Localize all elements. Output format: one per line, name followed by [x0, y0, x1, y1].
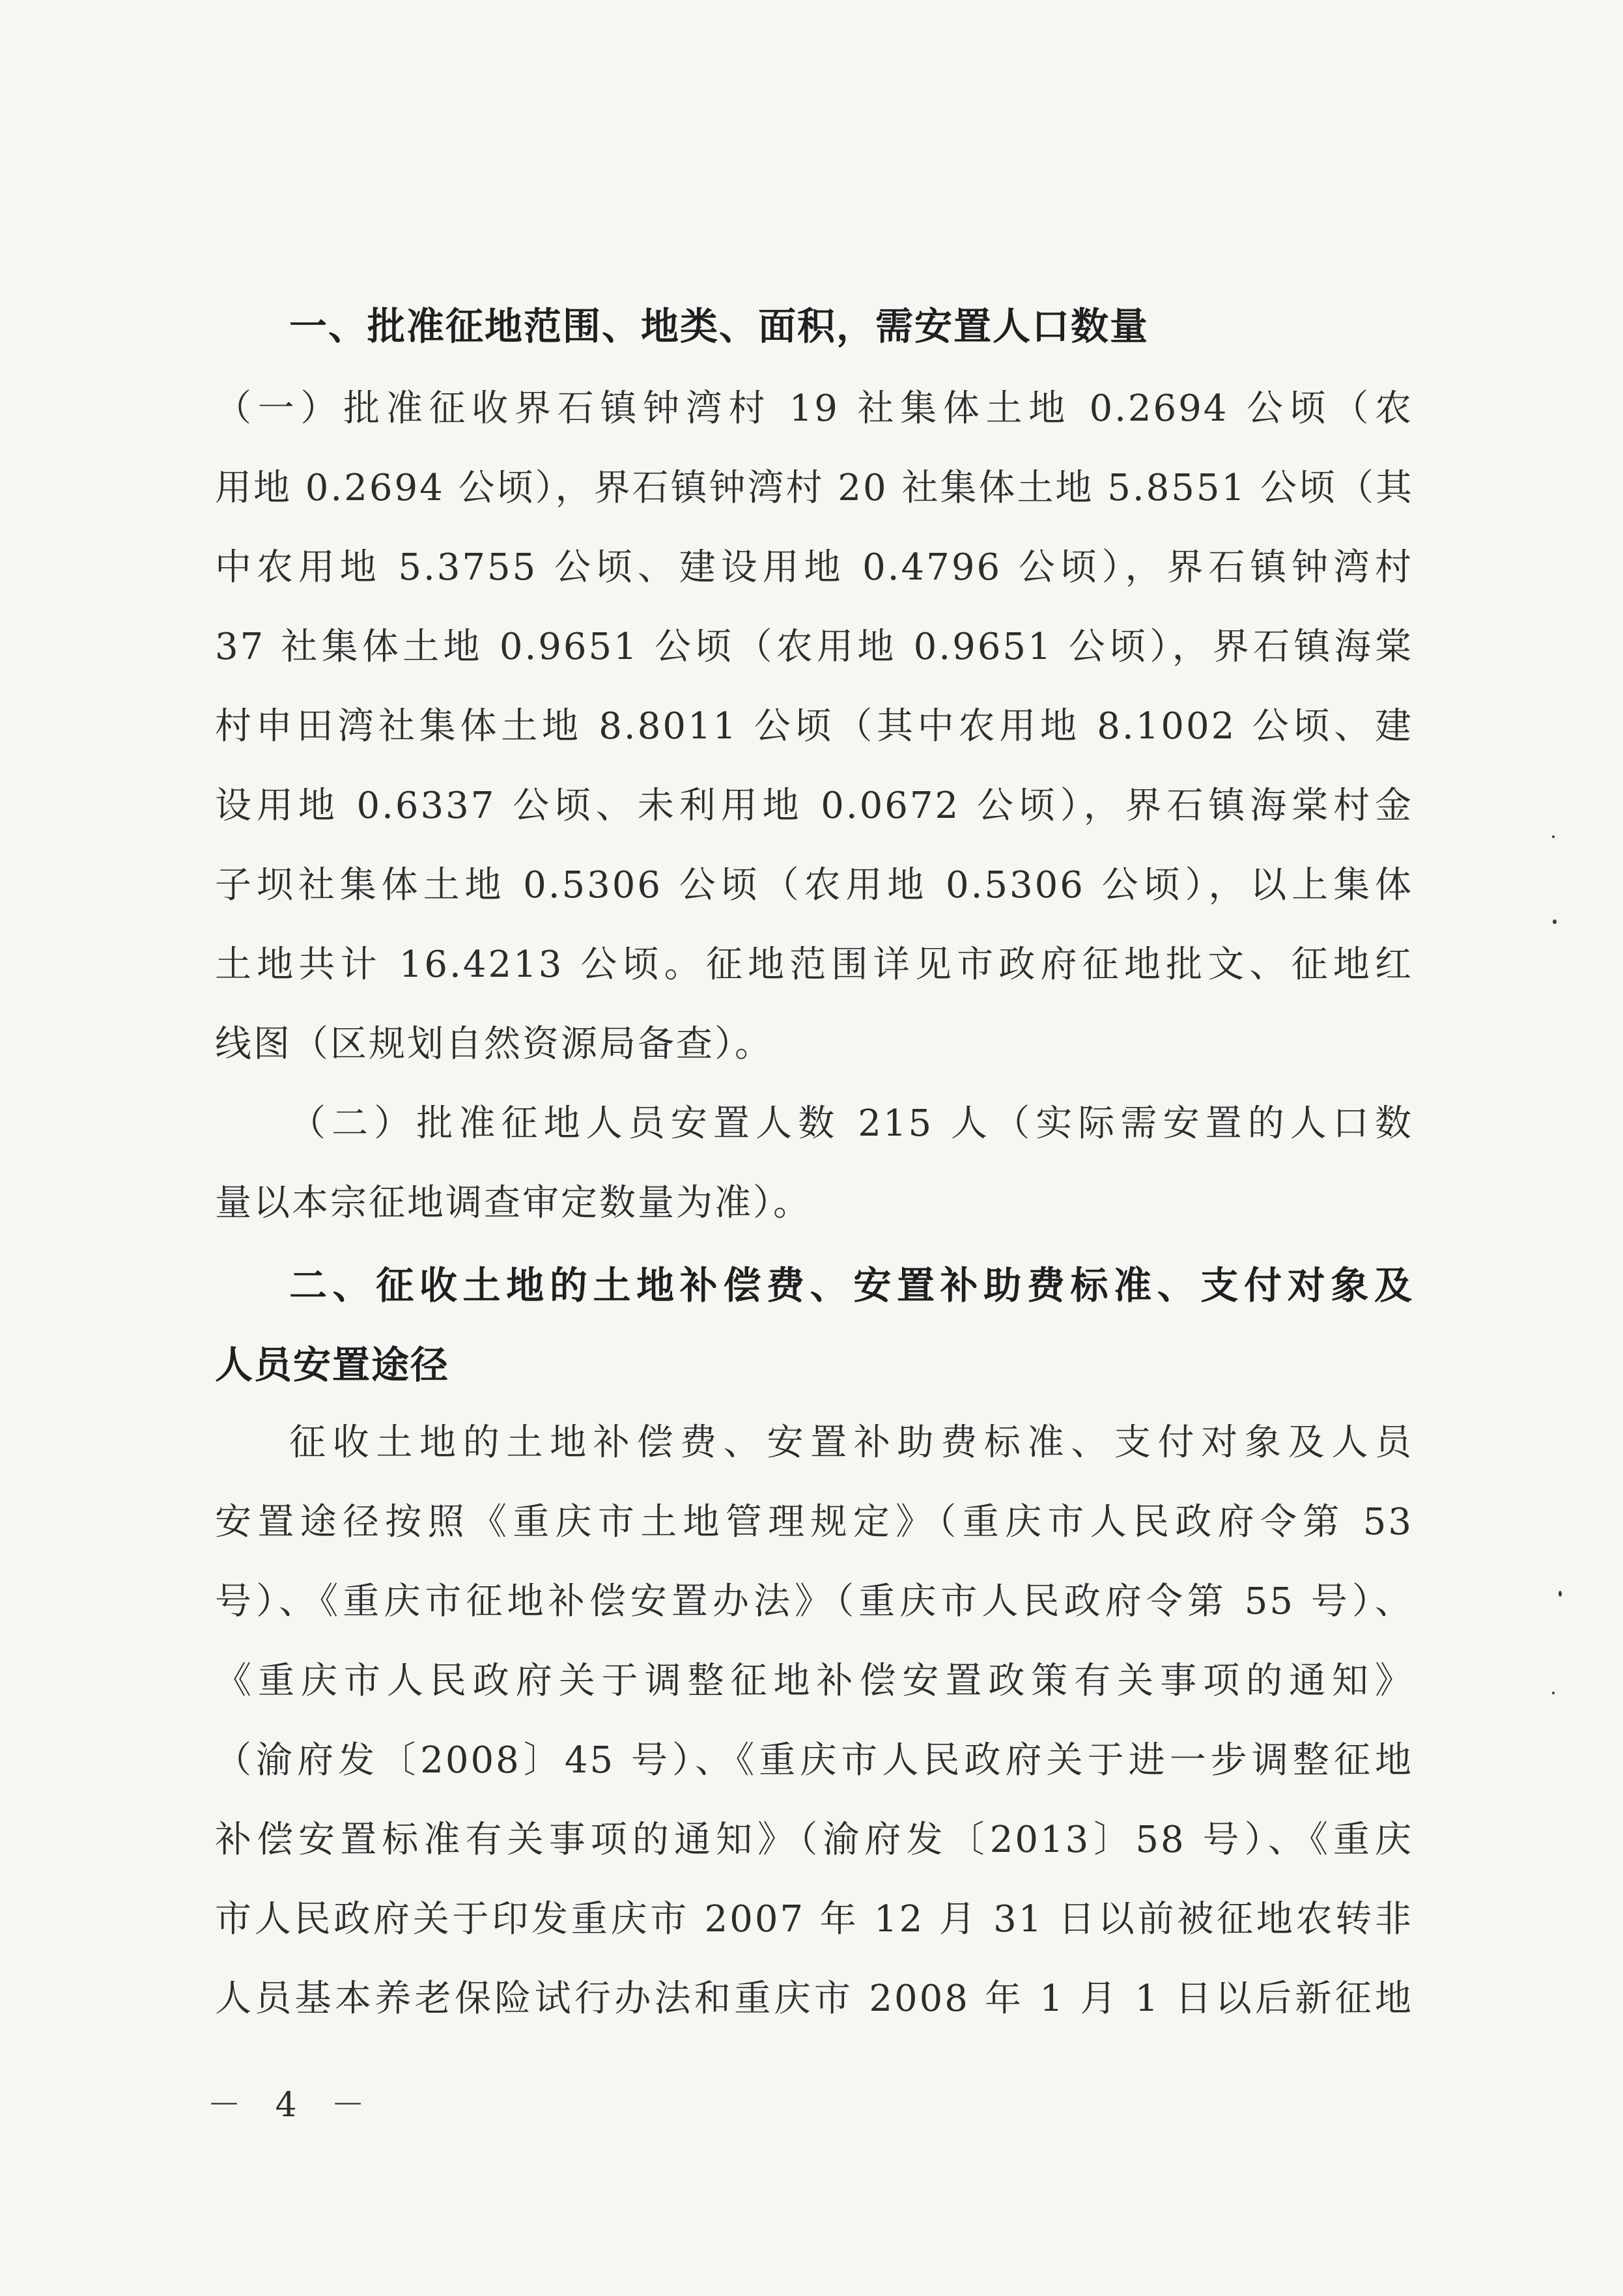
paragraph-line: 补偿安置标准有关事项的通知》（渝府发〔2013〕58 号）、《重庆 — [215, 1819, 1413, 1861]
page-number: － 4 － — [207, 2086, 377, 2125]
paragraph-line: 用地 0.2694 公顷），界石镇钟湾村 20 社集体土地 5.8551 公顷（其 — [215, 467, 1414, 509]
section-heading-1: 一、批准征地范围、地类、面积，需安置人口数量 — [289, 304, 1150, 348]
section-heading-2: 二、征收土地的土地补偿费、安置补助费标准、支付对象及 — [289, 1263, 1413, 1308]
paragraph-line: 土地共计 16.4213 公顷。征地范围详见市政府征地批文、征地红 — [215, 944, 1413, 986]
paragraph-line: （渝府发〔2008〕45 号）、《重庆市人民政府关于进一步调整征地 — [215, 1739, 1413, 1782]
paragraph-line: 线图（区规划自然资源局备查）。 — [215, 1023, 773, 1065]
paragraph-line: 中农用地 5.3755 公顷、建设用地 0.4796 公顷），界石镇钟湾村 — [215, 546, 1413, 589]
paragraph-line: 《重庆市人民政府关于调整征地补偿安置政策有关事项的通知》 — [215, 1660, 1413, 1702]
paragraph-line: 市人民政府关于印发重庆市 2007 年 12 月 31 日以前被征地农转非 — [215, 1898, 1413, 1940]
scan-speck — [1552, 1692, 1555, 1694]
scan-speck — [1552, 835, 1555, 838]
paragraph-line: 号）、《重庆市征地补偿安置办法》（重庆市人民政府令第 55 号）、 — [215, 1580, 1413, 1623]
paragraph-line: 37 社集体土地 0.9651 公顷（农用地 0.9651 公顷），界石镇海棠 — [215, 626, 1413, 668]
paragraph-line: 设用地 0.6337 公顷、未利用地 0.0672 公顷），界石镇海棠村金 — [215, 785, 1413, 827]
scan-speck — [1559, 1591, 1562, 1597]
paragraph-line: （一）批准征收界石镇钟湾村 19 社集体土地 0.2694 公顷（农 — [215, 387, 1413, 430]
paragraph-line: 人员基本养老保险试行办法和重庆市 2008 年 1 月 1 日以后新征地 — [215, 1978, 1413, 2020]
paragraph-line: （二）批准征地人员安置人数 215 人（实际需安置的人口数 — [289, 1102, 1413, 1145]
section-heading-2-continued: 人员安置途径 — [215, 1343, 450, 1387]
paragraph-line: 村申田湾社集体土地 8.8011 公顷（其中农用地 8.1002 公顷、建 — [215, 705, 1413, 748]
scan-speck — [1553, 919, 1557, 924]
paragraph-line: 征收土地的土地补偿费、安置补助费标准、支付对象及人员 — [289, 1421, 1413, 1464]
paragraph-line: 安置途径按照《重庆市土地管理规定》（重庆市人民政府令第 53 — [215, 1501, 1413, 1543]
paragraph-line: 子坝社集体土地 0.5306 公顷（农用地 0.5306 公顷），以上集体 — [215, 864, 1413, 906]
paragraph-line: 量以本宗征地调查审定数量为准）。 — [215, 1182, 812, 1224]
